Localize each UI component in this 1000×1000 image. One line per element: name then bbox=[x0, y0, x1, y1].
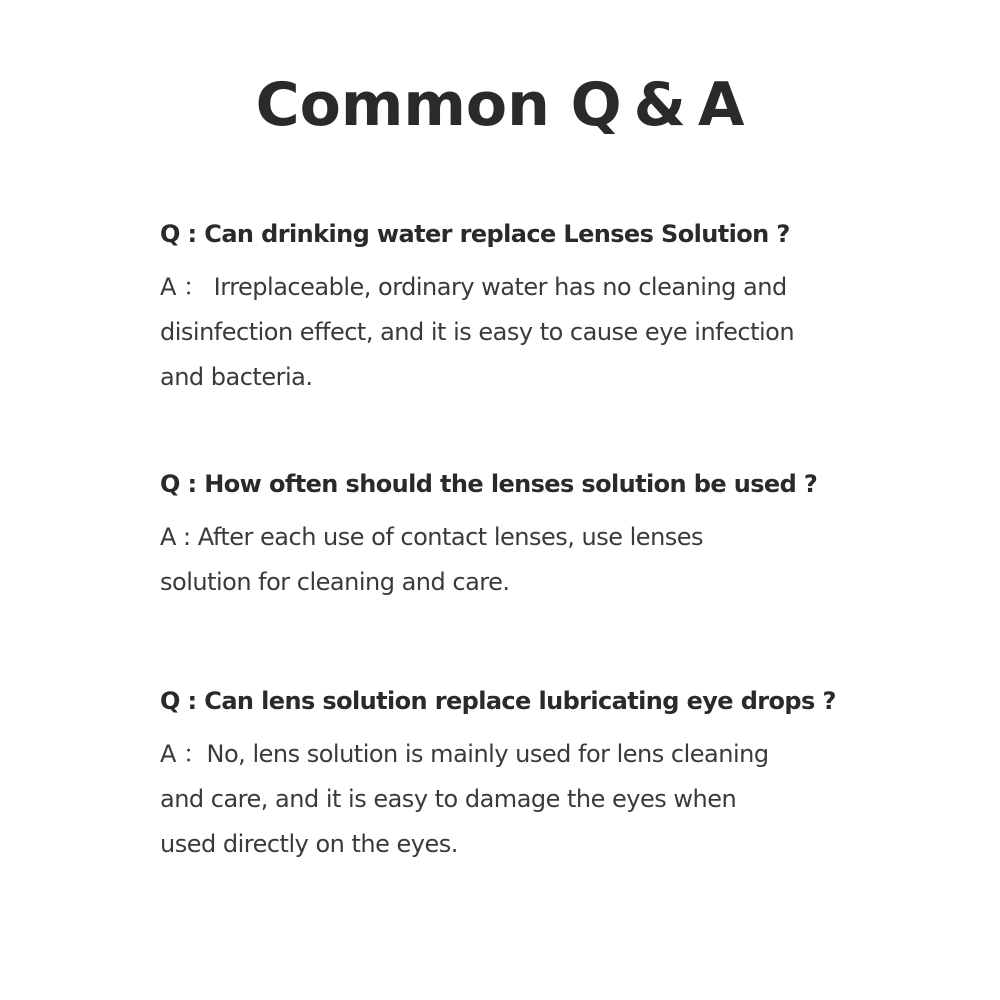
answer-text bbox=[160, 265, 860, 400]
answer-line: solution for cleaning and care. bbox=[160, 568, 510, 596]
question-text: Q : Can lens solution replace lubricating eye drops ? bbox=[160, 687, 836, 715]
answer-line: and bacteria. bbox=[160, 363, 313, 391]
answer-line: A : After each use of contact lenses, use lenses bbox=[160, 523, 704, 551]
answer-text bbox=[160, 732, 860, 867]
answer-line: used directly on the eyes. bbox=[160, 830, 458, 858]
qa-item bbox=[160, 463, 860, 605]
answer-line: and care, and it is easy to damage the eyes when bbox=[160, 785, 737, 813]
page-title: Common Q & A bbox=[255, 70, 745, 140]
answer-line: A ： Irreplaceable, ordinary water has no cleaning and bbox=[160, 273, 787, 301]
qa-item bbox=[160, 680, 860, 867]
answer-line: disinfection effect, and it is easy to cause eye infection bbox=[160, 318, 795, 346]
qa-item bbox=[160, 213, 860, 400]
answer-line: A ：No, lens solution is mainly used for lens cleaning bbox=[160, 740, 769, 768]
question-text: Q : How often should the lenses solution be used ? bbox=[160, 470, 818, 498]
answer-text bbox=[160, 515, 860, 605]
question-text: Q : Can drinking water replace Lenses Solution ? bbox=[160, 220, 790, 248]
